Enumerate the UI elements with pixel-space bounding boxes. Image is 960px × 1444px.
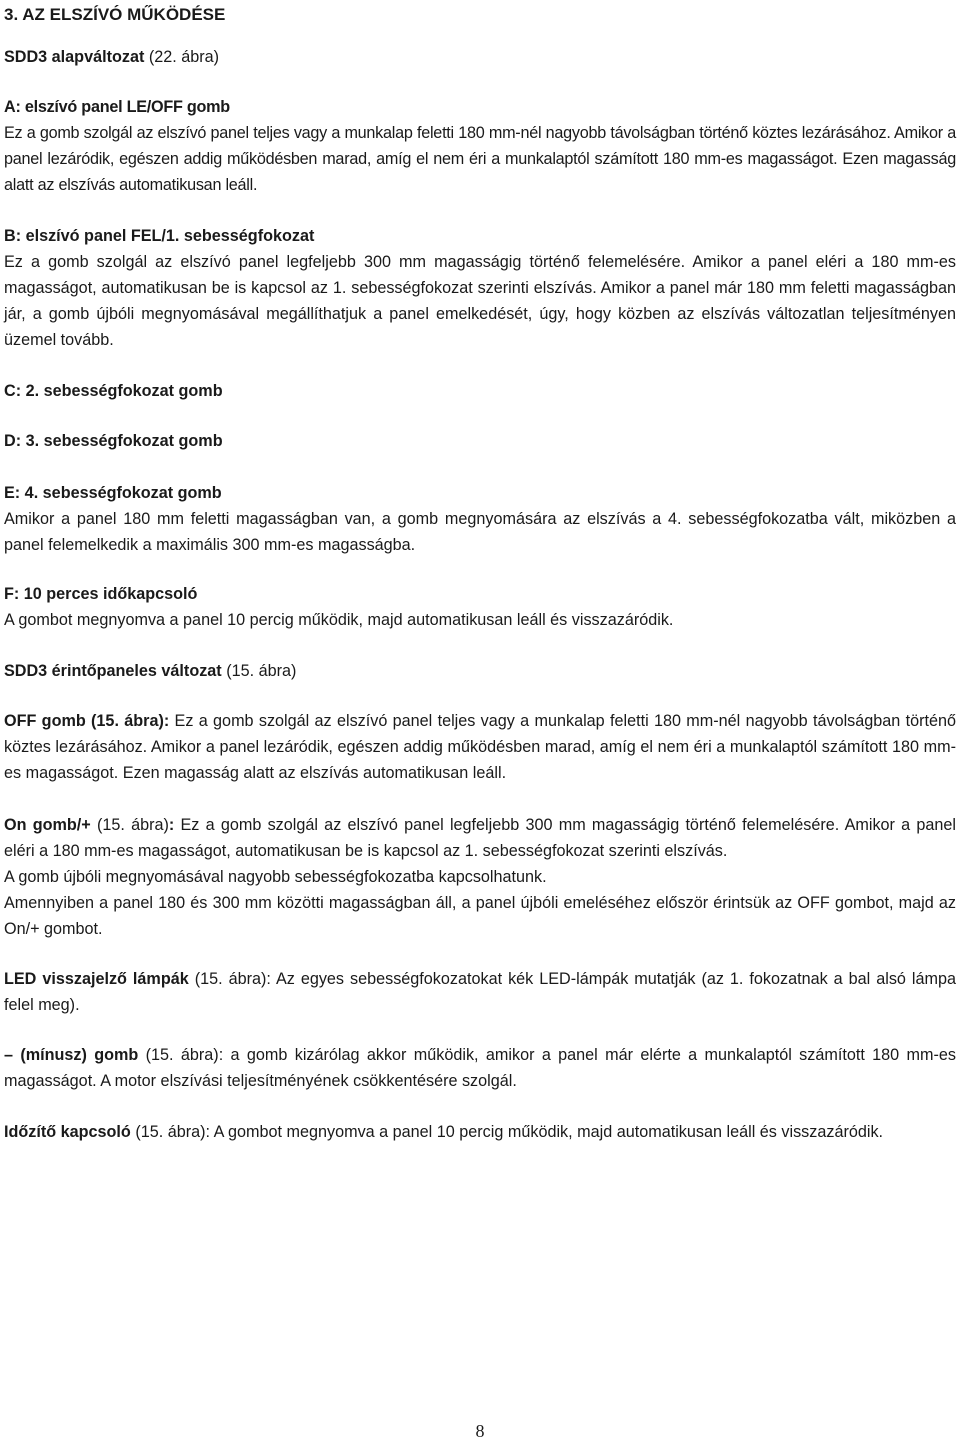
section-e — [4, 480, 956, 558]
section-c-heading: C: 2. sebességfokozat gomb — [4, 382, 223, 400]
section-title: 3. AZ ELSZÍVÓ MŰKÖDÉSE — [4, 5, 226, 24]
led-title: LED visszajelző lámpák — [4, 970, 189, 988]
on-button-colon: : — [168, 816, 175, 834]
section-off — [4, 708, 956, 786]
on-button-body: Ez a gomb szolgál az elszívó panel legfeljebb 300 mm magasságig történő felemelésére. Amikor a panel eléri a 180 mm-es magasságot, automatikusan be is kapcsol az 1. sebességfokozat szerinti elszívás. — [4, 816, 957, 860]
variant-touch-ref: (15. ábra) — [221, 662, 297, 680]
on-button-title: On gomb/+ — [4, 816, 91, 834]
section-d — [4, 428, 956, 454]
minus-button-title: – (mínusz) gomb — [4, 1046, 139, 1064]
section-a-body: Ez a gomb szolgál az elszívó panel teljes vagy a munkalap feletti 180 mm-nél nagyobb távolságban történő köztes lezárásához. Amikor a panel lezáródik, egészen addig működésben marad, amíg el nem éri a munkalaptól számított 180 mm-es magasságot. Ezen magasság alatt az elszívás automatikusan leáll. — [4, 124, 956, 194]
variant-touch-heading — [4, 658, 956, 684]
off-button-title: OFF gomb (15. ábra): — [4, 712, 170, 730]
variant-basic-ref: (22. ábra) — [144, 48, 220, 66]
section-b-body: Ez a gomb szolgál az elszívó panel legfeljebb 300 mm magasságig történő felemelésére. Amikor a panel eléri a 180 mm-es magasságot, automatikusan be is kapcsol az 1. sebességfokozat szerinti elszívás. Amikor a panel már 180 mm feletti magasságban jár, a gomb újbóli megnyomásával megállíthatjuk a panel emelkedését, úgy, hogy közben az elszívás változatlan teljesítményen üzemel tovább. — [4, 253, 956, 349]
variant-touch-name: SDD3 érintőpaneles változat — [4, 662, 222, 680]
section-d-heading: D: 3. sebességfokozat gomb — [4, 432, 223, 450]
led-body: (15. ábra): Az egyes sebességfokozatokat kék LED-lámpák mutatják (az 1. fokozatnak a bal alsó lámpa felel meg). — [4, 970, 956, 1014]
on-button-line3: Amennyiben a panel 180 és 300 mm közötti magasságban áll, a panel újbóli emeléséhez először érintsük az OFF gombot, majd az On/+ gombot. — [4, 894, 956, 938]
section-f-heading: F: 10 perces időkapcsoló — [4, 585, 198, 603]
section-a-heading: A: elszívó panel LE/OFF gomb — [4, 98, 230, 116]
on-button-ref: (15. ábra) — [90, 816, 169, 834]
section-e-heading: E: 4. sebességfokozat gomb — [4, 484, 222, 502]
off-button-body: Ez a gomb szolgál az elszívó panel teljes vagy a munkalap feletti 180 mm-nél nagyobb távolságban történő köztes lezárásához. Amikor a panel lezáródik, egészen addig működésben marad, amíg el nem éri a munkalaptól számított 180 mm-es magasságot. Ezen magasság alatt az elszívás automatikusan leáll. — [4, 712, 956, 782]
section-timer — [4, 1119, 956, 1145]
on-button-line2: A gomb újbóli megnyomásával nagyobb sebességfokozatba kapcsolhatunk. — [4, 868, 547, 886]
minus-button-body: (15. ábra): a gomb kizárólag akkor működik, amikor a panel már elérte a munkalaptól számított 180 mm-es magasságot. A motor elszívási teljesítményének csökkentésére szolgál. — [4, 1046, 956, 1090]
section-f-body: A gombot megnyomva a panel 10 percig működik, majd automatikusan leáll és visszazáródik. — [4, 611, 674, 629]
timer-switch-body: (15. ábra): A gombot megnyomva a panel 10 percig működik, majd automatikusan leáll és visszazáródik. — [130, 1123, 884, 1141]
section-a — [4, 94, 956, 198]
section-f — [4, 581, 956, 633]
section-b — [4, 223, 956, 353]
timer-switch-title: Időzítő kapcsoló — [4, 1123, 131, 1141]
variant-basic-name: SDD3 alapváltozat — [4, 48, 145, 66]
section-c — [4, 378, 956, 404]
section-led — [4, 966, 956, 1018]
variant-basic-heading — [4, 44, 956, 70]
section-on — [4, 812, 956, 942]
section-minus — [4, 1042, 956, 1094]
section-e-body: Amikor a panel 180 mm feletti magasságban van, a gomb megnyomására az elszívás a 4. sebességfokozatba vált, miközben a panel felemelkedik a maximális 300 mm-es magasságba. — [4, 510, 956, 554]
page-number: 8 — [475, 1421, 485, 1441]
section-b-heading: B: elszívó panel FEL/1. sebességfokozat — [4, 227, 315, 245]
